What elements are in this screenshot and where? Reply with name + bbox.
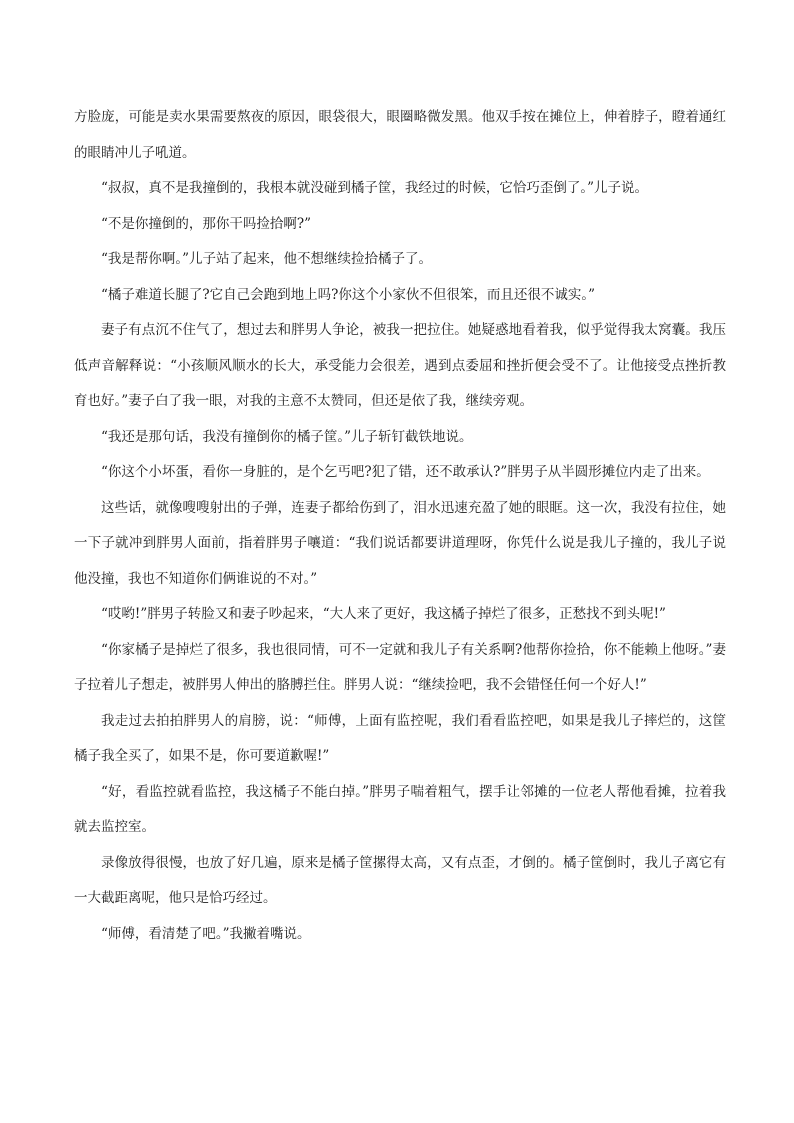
- paragraph: 妻子有点沉不住气了，想过去和胖男人争论，被我一把拉住。她疑惑地看着我，似乎觉得我太窝囊。我压低声音解释说：“小孩顺风顺水的长大，承受能力会很差，遇到点委屈和挫折便会受不了。让他接受点挫折教育也好。”妻子白了我一眼，对我的主意不太赞同，但还是依了我，继续旁观。: [74, 322, 726, 409]
- paragraph-continued: 方脸庞，可能是卖水果需要熬夜的原因，眼袋很大，眼圈略微发黑。他双手按在摊位上，伸着脖子，瞪着通红的眼睛冲儿子吼道。: [74, 109, 726, 161]
- story-text: [74, 100, 726, 952]
- paragraph: “你这个小坏蛋，看你一身脏的，是个乞丐吧?犯了错，还不敢承认?”胖男子从半圆形摊位内走了出来。: [101, 464, 710, 480]
- paragraph: “好，看监控就看监控，我这橘子不能白掉。”胖男子喘着粗气，摆手让邻摊的一位老人帮他看摊，拉着我就去监控室。: [74, 783, 726, 835]
- paragraph: “哎哟!”胖男子转脸又和妻子吵起来，“大人来了更好，我这橘子掉烂了很多，正愁找不到头呢!”: [101, 606, 666, 622]
- paragraph: 我走过去拍拍胖男人的肩膀，说：“师傅，上面有监控呢，我们看看监控吧，如果是我儿子摔烂的，这筐橘子我全买了，如果不是，你可要道歉喔!”: [74, 712, 726, 764]
- paragraph: “不是你撞倒的，那你干吗捡拾啊?”: [101, 215, 312, 232]
- paragraph: “橘子难道长腿了?它自己会跑到地上吗?你这个小家伙不但很笨，而且还很不诚实。”: [101, 286, 596, 303]
- paragraph: “我是帮你啊。”儿子站了起来，他不想继续捡拾橘子了。: [101, 251, 433, 267]
- paragraph: “你家橘子是掉烂了很多，我也很同情，可不一定就和我儿子有关系啊?他帮你捡拾，你不能赖上他呀。”妻子拉着儿子想走，被胖男人伸出的胳膊拦住。胖男人说：“继续捡吧，我不会错怪任何一个好人!”: [74, 641, 726, 693]
- paragraph: 录像放得很慢，也放了好几遍，原来是橘子筐摞得太高，又有点歪，才倒的。橘子筐倒时，我儿子离它有一大截距离呢，他只是恰巧经过。: [74, 854, 726, 906]
- paragraph: “师傅，看清楚了吧。”我撇着嘴说。: [101, 925, 311, 942]
- paragraph: “叔叔，真不是我撞倒的，我根本就没碰到橘子筐，我经过的时候，它恰巧歪倒了。”儿子说。: [101, 180, 649, 196]
- paragraph: “我还是那句话，我没有撞倒你的橘子筐。”儿子斩钉截铁地说。: [101, 428, 473, 445]
- paragraph: 这些话，就像嗖嗖射出的子弹，连妻子都给伤到了，泪水迅速充盈了她的眼眶。这一次，我没有拉住，她一下子就冲到胖男人面前，指着胖男子嚷道：“我们说话都要讲道理呀，你凭什么说是我儿子撞的，我儿子说他没撞，我也不知道你们俩谁说的不对。”: [74, 499, 726, 587]
